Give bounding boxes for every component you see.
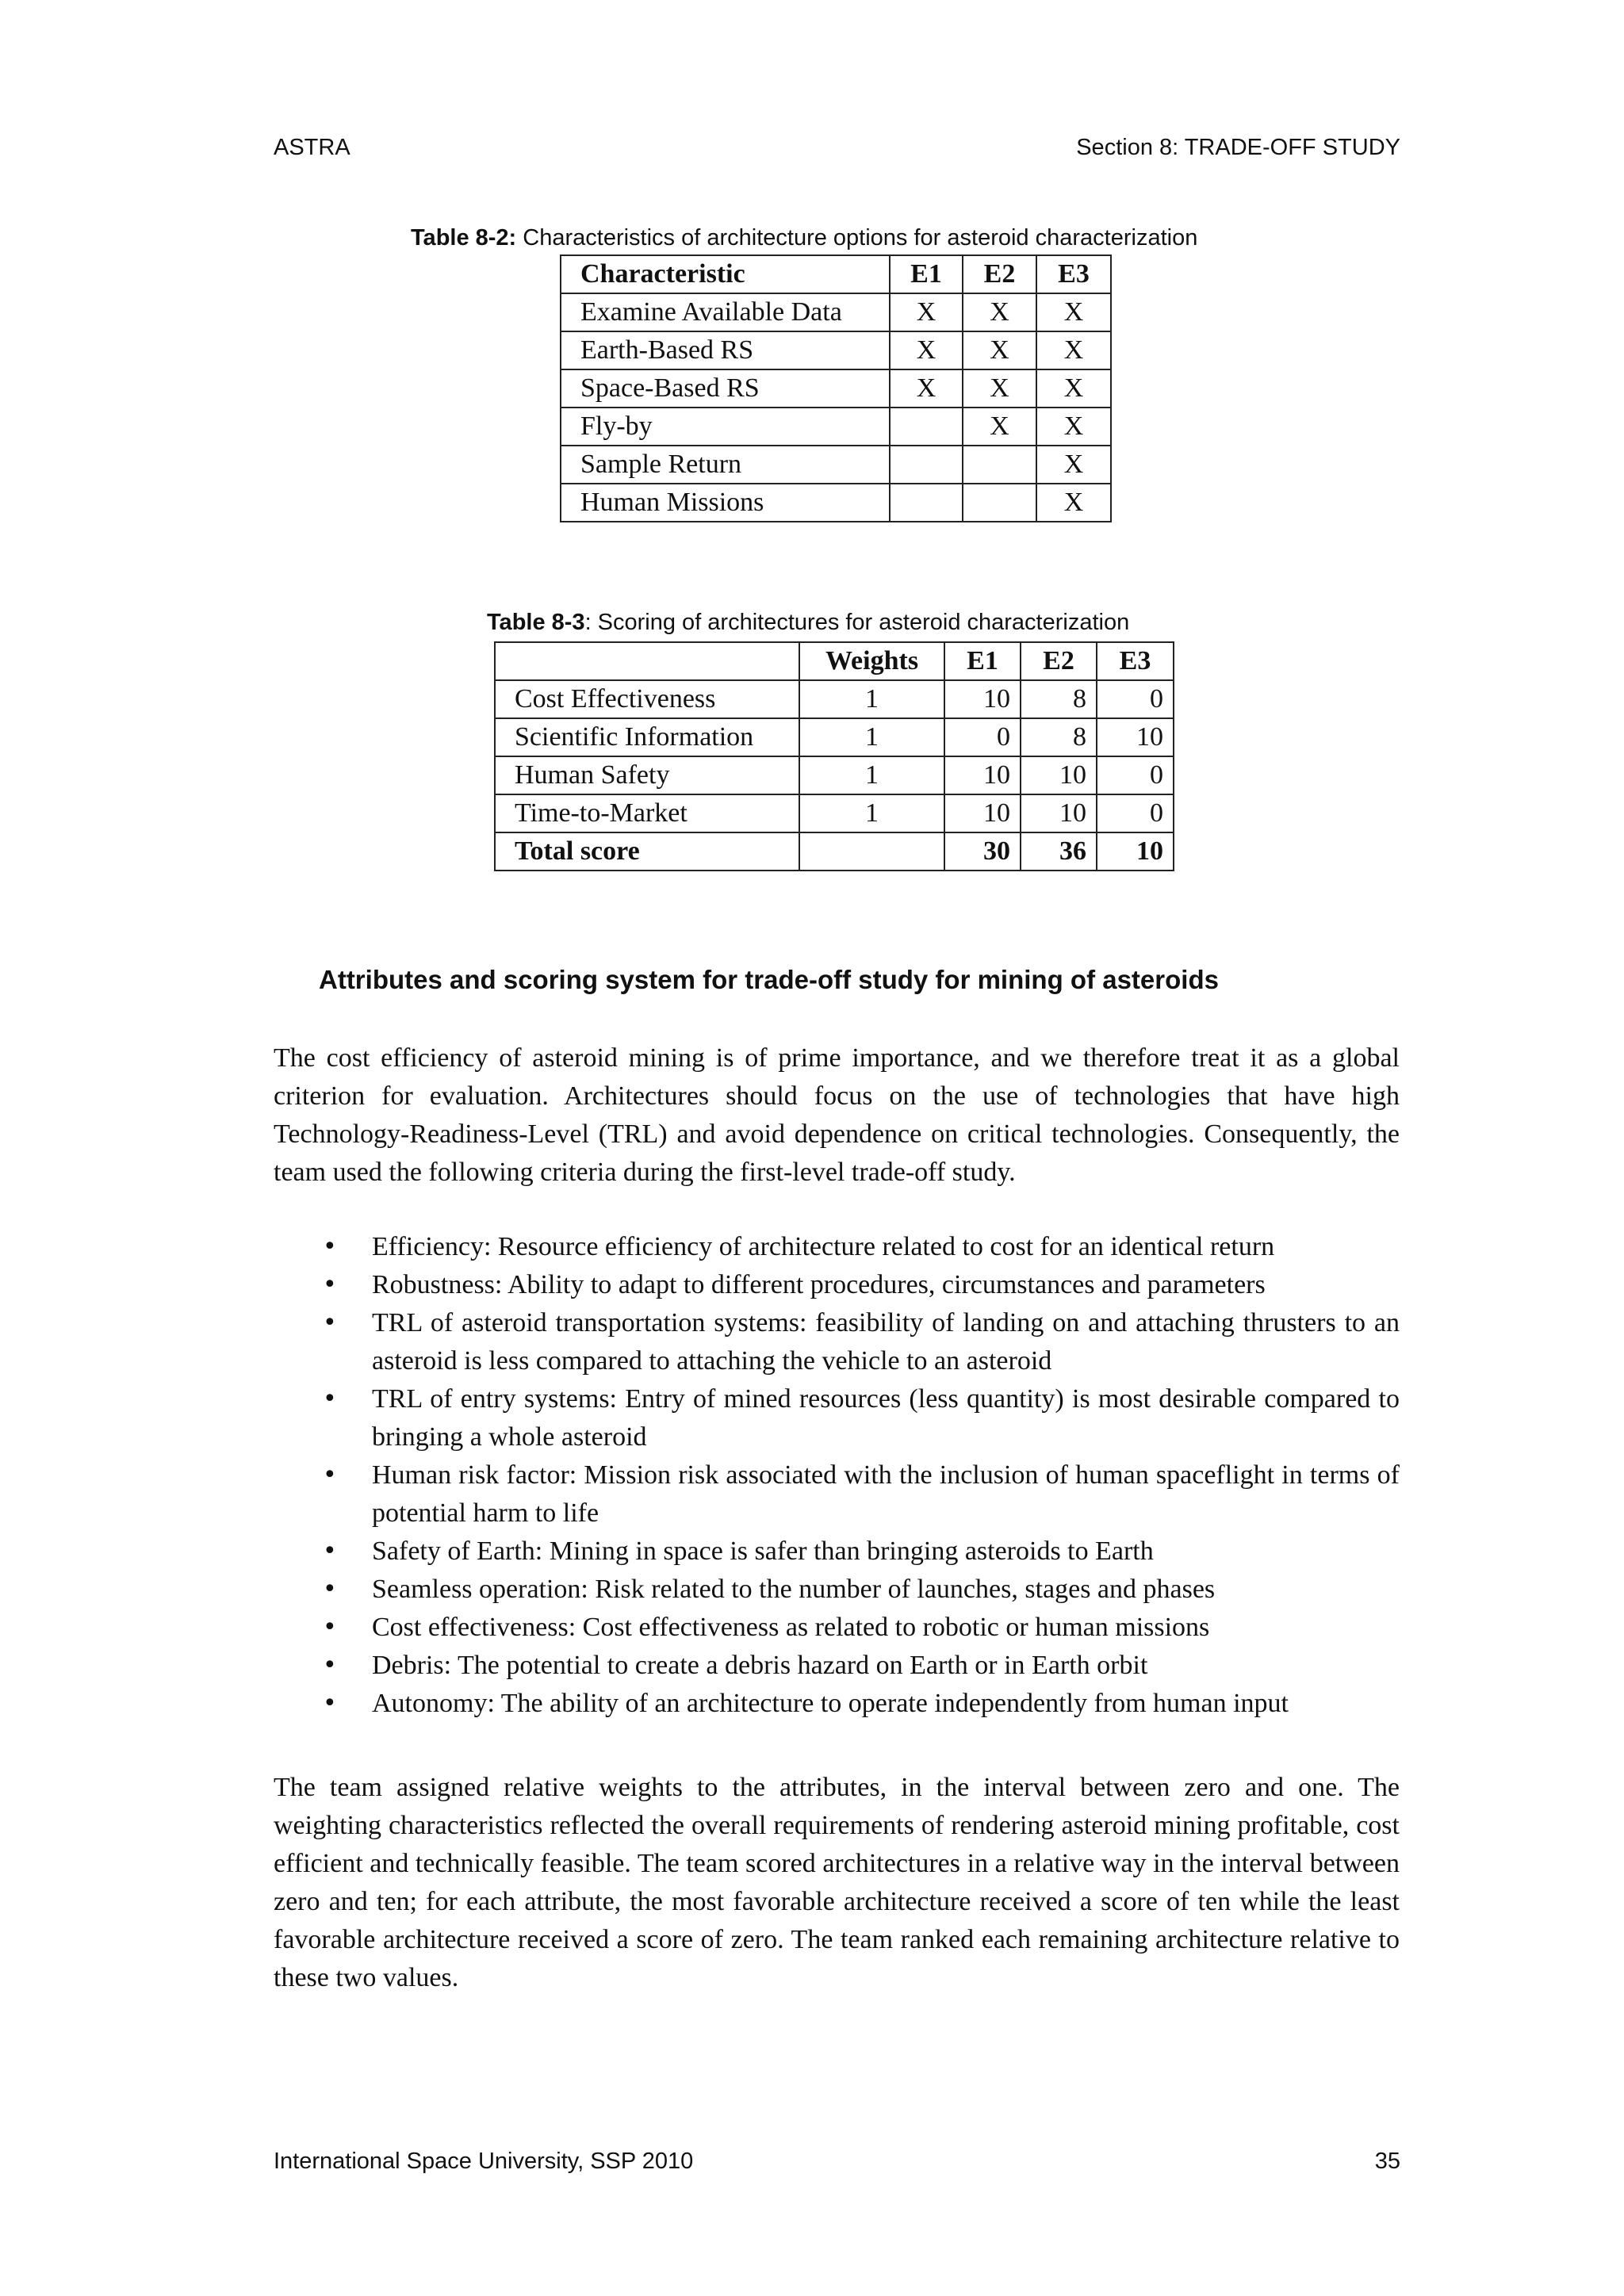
column-header: Characteristic: [561, 255, 890, 293]
table-cell: Fly-by: [561, 408, 890, 446]
list-item-text: TRL of entry systems: Entry of mined resources (less quantity) is most desirable compared to bringing a whole asteroid: [372, 1384, 1400, 1452]
table-8-3-caption-text: : Scoring of architectures for asteroid characterization: [584, 610, 1130, 635]
bullet-icon: •: [323, 1461, 337, 1489]
table-row: [495, 680, 1174, 718]
table-cell: 10: [1097, 832, 1174, 871]
list-item-text: Human risk factor: Mission risk associated with the inclusion of human spaceflight in terms of potential harm to life: [372, 1460, 1400, 1528]
table-cell: 8: [1021, 680, 1097, 718]
column-header: E1: [890, 255, 963, 293]
bullet-icon: •: [323, 1537, 337, 1565]
table-cell: 10: [1097, 718, 1174, 756]
table-row: [561, 293, 1111, 331]
table-cell: 0: [1097, 680, 1174, 718]
bullet-icon: •: [323, 1613, 337, 1641]
table-cell: Examine Available Data: [561, 293, 890, 331]
bullet-icon: •: [323, 1575, 337, 1603]
list-item-text: Cost effectiveness: Cost effectiveness as related to robotic or human missions: [372, 1613, 1210, 1642]
table-cell: 30: [944, 832, 1021, 871]
table-cell: 1: [799, 718, 944, 756]
list-item-text: Debris: The potential to create a debris hazard on Earth or in Earth orbit: [372, 1651, 1148, 1680]
list-item: [274, 1456, 1400, 1533]
table-row: [495, 794, 1174, 832]
bullet-icon: •: [323, 1233, 337, 1261]
page-number: 35: [1374, 2149, 1400, 2174]
running-header-section: Section 8: TRADE-OFF STUDY: [1076, 135, 1400, 160]
table-cell: 10: [944, 794, 1021, 832]
table-cell: 1: [799, 794, 944, 832]
column-header: E3: [1097, 642, 1174, 680]
column-header: E1: [944, 642, 1021, 680]
table-8-2-caption-label: Table 8-2:: [411, 225, 517, 251]
table-row: [561, 369, 1111, 408]
table-cell: X: [890, 293, 963, 331]
table-cell: 10: [1021, 756, 1097, 794]
table-cell: X: [963, 331, 1036, 369]
bullet-icon: •: [323, 1385, 337, 1413]
footer-institution: International Space University, SSP 2010: [274, 2149, 694, 2174]
table-row: [495, 718, 1174, 756]
list-item: [274, 1228, 1400, 1266]
bullet-icon: •: [323, 1309, 337, 1337]
bullet-icon: •: [323, 1651, 337, 1679]
table-cell: Total score: [495, 832, 799, 871]
section-heading: Attributes and scoring system for trade-off study for mining of asteroids: [319, 965, 1219, 994]
intro-paragraph: The cost efficiency of asteroid mining is of prime importance, and we therefore treat it as a global criterion for evaluation. Architectures should focus on the use of technologies that have high Technology-Readiness-Level (TRL) and avoid dependence on critical technologies. Consequently, the team used the following criteria during the first-level trade-off study.: [274, 1043, 1400, 1187]
table-cell: [890, 408, 963, 446]
list-item: [274, 1571, 1400, 1609]
table-cell: 1: [799, 680, 944, 718]
table-cell: X: [963, 293, 1036, 331]
table-cell: X: [1036, 293, 1111, 331]
weighting-paragraph: The team assigned relative weights to the attributes, in the interval between zero and one. The weighting characteristics reflected the overall requirements of rendering asteroid mining profitable, cost efficient and technically feasible. The team scored architectures in a relative way in the interval between zero and ten; for each attribute, the most favorable architecture received a score of ten while the least favorable architecture received a score of zero. The team ranked each remaining architecture relative to these two values.: [274, 1773, 1400, 1992]
list-item: [274, 1304, 1400, 1380]
table-cell: X: [963, 408, 1036, 446]
list-item: [274, 1647, 1400, 1685]
table-cell: 10: [1021, 794, 1097, 832]
table-cell: Space-Based RS: [561, 369, 890, 408]
column-header: E2: [963, 255, 1036, 293]
table-8-3-caption: [487, 610, 1129, 636]
table-8-2-caption-text: Characteristics of architecture options for asteroid characterization: [516, 225, 1198, 251]
table-cell: X: [1036, 484, 1111, 522]
architecture-characteristics-table: [560, 254, 1112, 522]
table-cell: 0: [1097, 794, 1174, 832]
table-cell: Sample Return: [561, 446, 890, 484]
table-row: [561, 331, 1111, 369]
running-header-title: ASTRA: [274, 135, 350, 160]
table-cell: X: [963, 369, 1036, 408]
table-cell: X: [1036, 331, 1111, 369]
column-header: E2: [1021, 642, 1097, 680]
table-header-row: [561, 255, 1111, 293]
list-item: [274, 1266, 1400, 1304]
table-cell: X: [890, 331, 963, 369]
table-cell: [963, 446, 1036, 484]
table-8-2-caption: [411, 225, 1197, 251]
table-cell: 36: [1021, 832, 1097, 871]
table-cell: 0: [1097, 756, 1174, 794]
list-item: [274, 1609, 1400, 1647]
table-cell: 8: [1021, 718, 1097, 756]
list-item: [274, 1380, 1400, 1456]
architecture-scoring-table: [494, 641, 1174, 871]
table-row: [561, 446, 1111, 484]
list-item-text: Safety of Earth: Mining in space is safer than bringing asteroids to Earth: [372, 1536, 1154, 1566]
list-item-text: Seamless operation: Risk related to the number of launches, stages and phases: [372, 1575, 1216, 1604]
table-cell: X: [1036, 369, 1111, 408]
table-cell: Scientific Information: [495, 718, 799, 756]
table-cell: [963, 484, 1036, 522]
table-cell: [890, 446, 963, 484]
table-cell: 10: [944, 680, 1021, 718]
table-row: [495, 756, 1174, 794]
table-cell: Human Safety: [495, 756, 799, 794]
table-header-row: [495, 642, 1174, 680]
table-8-3-caption-label: Table 8-3: [487, 610, 585, 635]
list-item-text: Autonomy: The ability of an architecture to operate independently from human input: [372, 1689, 1289, 1718]
table-cell: X: [1036, 408, 1111, 446]
total-score-row: [495, 832, 1174, 871]
list-item-text: Efficiency: Resource efficiency of architecture related to cost for an identical return: [372, 1232, 1275, 1261]
table-cell: Cost Effectiveness: [495, 680, 799, 718]
table-cell: Human Missions: [561, 484, 890, 522]
table-cell: X: [1036, 446, 1111, 484]
table-cell: Earth-Based RS: [561, 331, 890, 369]
bullet-icon: •: [323, 1271, 337, 1299]
table-cell: 10: [944, 756, 1021, 794]
table-row: [561, 484, 1111, 522]
table-row: [561, 408, 1111, 446]
list-item: [274, 1533, 1400, 1571]
table-cell: 1: [799, 756, 944, 794]
table-cell: [890, 484, 963, 522]
criteria-list: [274, 1228, 1400, 1723]
table-cell: X: [890, 369, 963, 408]
list-item-text: TRL of asteroid transportation systems: feasibility of landing on and attaching thrusters to an asteroid is less compared to attaching the vehicle to an asteroid: [372, 1308, 1400, 1376]
table-cell: Time-to-Market: [495, 794, 799, 832]
list-item: [274, 1685, 1400, 1723]
table-cell: [799, 832, 944, 871]
column-header: [495, 642, 799, 680]
bullet-icon: •: [323, 1689, 337, 1717]
column-header: Weights: [799, 642, 944, 680]
table-cell: 0: [944, 718, 1021, 756]
list-item-text: Robustness: Ability to adapt to different procedures, circumstances and parameters: [372, 1270, 1266, 1299]
column-header: E3: [1036, 255, 1111, 293]
